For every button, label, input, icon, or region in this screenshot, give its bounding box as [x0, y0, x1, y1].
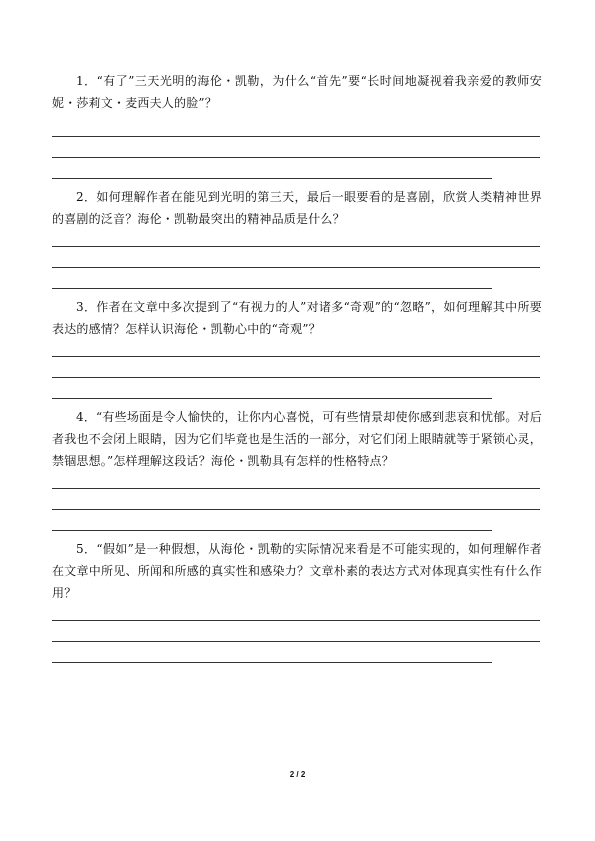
- page-number: 2 / 2: [289, 770, 306, 779]
- answer-line[interactable]: [52, 377, 540, 378]
- answer-line[interactable]: [52, 157, 540, 158]
- answer-line[interactable]: [52, 288, 492, 289]
- question-1-text: 1．“有了”三天光明的海伦・凯勒，为什么“首先”要“长时间地凝视着我亲爱的教师安妮・莎莉文・麦西夫人的脸”？: [52, 74, 542, 110]
- question-2-text: 2．如何理解作者在能见到光明的第三天，最后一眼要看的是喜剧，欣赏人类精神世界的喜剧的泛音？海伦・凯勒最突出的精神品质是什么？: [52, 190, 542, 226]
- question-5-text: 5．“假如”是一种假想，从海伦・凯勒的实际情况来看是不可能实现的，如何理解作者在文章中所见、所闻和所感的真实性和感染力？文章朴素的表达方式对体现真实性有什么作用？: [52, 542, 542, 600]
- answer-line[interactable]: [52, 509, 540, 510]
- answer-line[interactable]: [52, 488, 540, 489]
- question-1: [52, 70, 542, 114]
- question-3: [52, 296, 542, 340]
- answer-line[interactable]: [52, 662, 492, 663]
- answer-line[interactable]: [52, 398, 492, 399]
- question-3-text: 3．作者在文章中多次提到了“有视力的人”对诸多“奇观”的“忽略”，如何理解其中所要表达的感情？怎样认识海伦・凯勒心中的“奇观”？: [52, 300, 542, 336]
- answer-line[interactable]: [52, 246, 540, 247]
- question-4-text: 4．“有些场面是令人愉快的，让你内心喜悦，可有些情景却使你感到悲哀和忧郁。对后者我也不会闭上眼睛，因为它们毕竟也是生活的一部分，对它们闭上眼睛就等于紧锁心灵，禁锢思想。”怎样理解这段话？海伦・凯勒具有怎样的性格特点？: [52, 410, 542, 468]
- answer-line[interactable]: [52, 641, 540, 642]
- answer-line[interactable]: [52, 178, 492, 179]
- answer-line[interactable]: [52, 620, 540, 621]
- question-4: [52, 406, 542, 472]
- answer-line[interactable]: [52, 267, 540, 268]
- question-5: [52, 538, 542, 604]
- answer-line[interactable]: [52, 356, 540, 357]
- answer-line[interactable]: [52, 530, 492, 531]
- answer-line[interactable]: [52, 136, 540, 137]
- question-2: [52, 186, 542, 230]
